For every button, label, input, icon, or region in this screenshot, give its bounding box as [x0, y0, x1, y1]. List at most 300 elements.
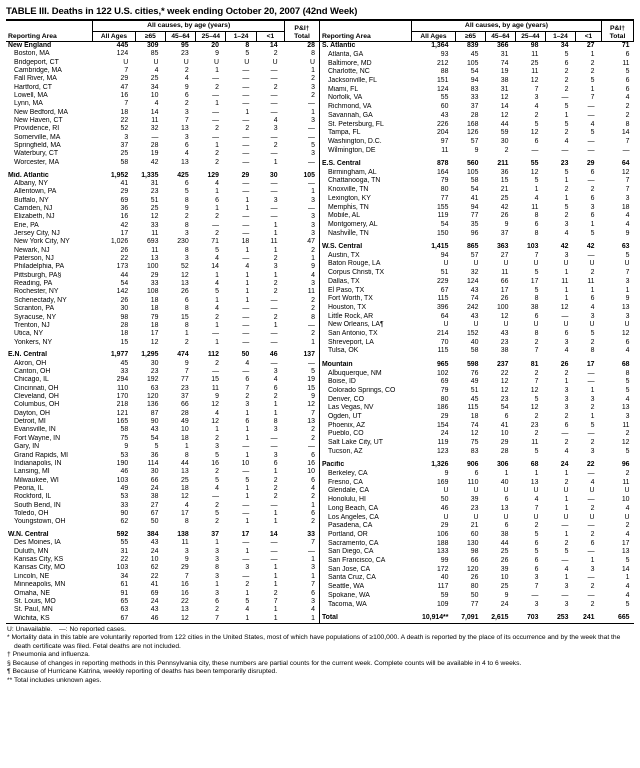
reporting-area-cell: St. Louis, MO: [14, 597, 56, 605]
value-cell: 2: [215, 606, 219, 614]
value-cell: 6: [590, 295, 595, 303]
value-cell: 11: [151, 117, 159, 125]
value-cell: 2: [564, 539, 569, 547]
reporting-area-cell: Scranton, PA: [14, 305, 55, 313]
value-cell: 14: [500, 103, 509, 111]
value-cell: 474: [177, 351, 189, 359]
value-cell: 1: [564, 111, 569, 119]
table-row: [6, 117, 319, 125]
table-row: [6, 288, 319, 296]
table-row: [6, 213, 319, 221]
value-cell: —: [587, 469, 595, 477]
value-cell: 2: [245, 125, 250, 133]
pi-total-cell: 3: [625, 413, 630, 421]
reporting-area-cell: Memphis, TN: [327, 203, 369, 211]
pi-total-cell: 3: [311, 280, 315, 288]
value-cell: 3: [215, 443, 219, 451]
value-cell: 8: [184, 321, 189, 329]
reporting-area-cell: Dayton, OH: [14, 409, 50, 417]
value-cell: 2: [215, 313, 219, 321]
value-cell: —: [242, 150, 250, 158]
value-cell: —: [587, 522, 595, 530]
table-row: [6, 42, 319, 51]
table-row: [319, 583, 633, 592]
footnote: † Pneumonia and influenza.: [7, 651, 90, 659]
value-cell: 10: [150, 556, 159, 564]
value-cell: 30: [500, 137, 509, 145]
value-cell: 9: [184, 556, 189, 564]
value-cell: 1,326: [431, 461, 449, 469]
value-cell: 3: [184, 230, 189, 238]
value-cell: 23: [500, 395, 509, 403]
value-cell: 67: [120, 614, 129, 622]
pi-total-cell: 71: [621, 42, 630, 50]
table-row: [319, 479, 633, 488]
table-row: [6, 418, 319, 426]
value-cell: 75: [470, 439, 479, 447]
table-row: [6, 142, 319, 150]
value-cell: 6: [184, 142, 189, 150]
pi-total-cell: 13: [621, 548, 630, 556]
value-cell: 11: [211, 384, 219, 392]
pi-total-cell: 1: [311, 108, 315, 116]
value-cell: 23: [530, 421, 539, 429]
value-cell: 115: [467, 404, 479, 412]
value-cell: 23: [150, 368, 159, 376]
value-cell: 34: [120, 572, 129, 580]
reporting-area-cell: St. Petersburg, FL: [327, 120, 384, 128]
value-cell: 1: [564, 469, 569, 477]
value-cell: 17: [120, 230, 129, 238]
value-cell: 5: [534, 177, 539, 185]
value-cell: 37: [211, 531, 219, 539]
value-cell: 2: [534, 338, 539, 346]
value-cell: 7: [124, 100, 129, 108]
value-cell: —: [242, 368, 250, 376]
reporting-area-cell: S. Atlantic: [321, 42, 356, 50]
value-cell: 25: [120, 150, 129, 158]
pi-total-cell: 68: [621, 360, 630, 368]
pi-total-cell: 4: [311, 484, 315, 492]
pi-total-cell: 18: [621, 203, 630, 211]
value-cell: —: [212, 75, 219, 83]
pi-total-cell: 3: [625, 277, 630, 285]
value-cell: 11: [531, 203, 539, 211]
value-cell: —: [587, 591, 595, 599]
value-cell: U: [563, 260, 569, 268]
value-cell: 1: [504, 469, 509, 477]
value-cell: 38: [150, 493, 159, 501]
table-row: [319, 600, 633, 609]
value-cell: 54: [150, 434, 159, 442]
value-cell: —: [270, 92, 278, 100]
value-cell: 7: [184, 368, 189, 376]
value-cell: 49: [470, 378, 479, 386]
value-cell: 8: [534, 212, 539, 220]
value-cell: 54: [120, 280, 129, 288]
value-cell: 6: [590, 539, 595, 547]
value-cell: 226: [436, 120, 449, 128]
value-cell: 59: [500, 129, 509, 137]
value-cell: 3: [273, 263, 278, 271]
value-cell: 7: [184, 117, 189, 125]
value-cell: 3: [215, 572, 219, 580]
reporting-area-cell: Trenton, NJ: [14, 321, 50, 329]
value-cell: 79: [150, 313, 159, 321]
value-cell: 4: [245, 606, 250, 614]
value-cell: 108: [146, 288, 159, 296]
value-cell: 115: [437, 347, 449, 355]
value-cell: 22: [120, 255, 129, 263]
value-cell: 13: [181, 125, 189, 133]
value-cell: U: [533, 321, 539, 329]
reporting-area-cell: Fort Worth, TX: [327, 295, 373, 303]
value-cell: 1,026: [110, 238, 129, 246]
value-cell: —: [212, 92, 219, 100]
value-cell: 1: [273, 518, 278, 526]
value-cell: 129: [207, 171, 219, 179]
reporting-area-cell: Mountain: [321, 360, 353, 368]
table-row: [319, 203, 633, 212]
reporting-area-cell: Glendale, CA: [327, 487, 369, 495]
value-cell: 5: [564, 120, 569, 128]
table-row: [6, 410, 319, 418]
value-cell: 214: [436, 330, 449, 338]
value-cell: 33: [120, 501, 129, 509]
reporting-area-cell: Tulsa, OK: [327, 347, 359, 355]
table-row: [6, 150, 319, 158]
value-cell: 29: [241, 171, 250, 179]
pi-total-cell: 2: [625, 522, 630, 530]
value-cell: 1: [273, 606, 278, 614]
value-cell: 5: [534, 395, 539, 403]
value-cell: 6: [273, 459, 278, 467]
table-row: [6, 351, 319, 359]
value-cell: 5: [215, 509, 219, 517]
value-cell: U: [473, 513, 479, 521]
value-cell: 9: [215, 50, 219, 58]
value-cell: 13: [181, 280, 189, 288]
value-cell: 22: [120, 556, 129, 564]
table-row: [6, 67, 319, 75]
value-cell: 93: [440, 50, 449, 58]
value-cell: 44: [181, 459, 189, 467]
value-cell: —: [587, 378, 595, 386]
value-cell: —: [270, 338, 278, 346]
pi-total-cell: 9: [625, 295, 630, 303]
value-cell: 38: [500, 347, 509, 355]
value-cell: 2: [564, 68, 569, 76]
value-cell: 21: [500, 186, 509, 194]
value-cell: 53: [120, 451, 129, 459]
value-cell: —: [587, 574, 595, 582]
value-cell: 33: [150, 221, 159, 229]
value-cell: 9: [215, 393, 219, 401]
value-cell: 12: [500, 378, 509, 386]
reporting-area-cell: San Jose, CA: [327, 565, 371, 573]
reporting-area-cell: Norfolk, VA: [327, 94, 363, 102]
value-cell: 8: [184, 196, 189, 204]
value-cell: 50: [440, 496, 449, 504]
table-row: [6, 548, 319, 556]
value-cell: 204: [436, 129, 449, 137]
reporting-area-cell: Los Angeles, CA: [327, 513, 379, 521]
value-cell: 124: [436, 85, 449, 93]
pi-total-cell: 105: [303, 171, 315, 179]
value-cell: 43: [470, 286, 479, 294]
pi-total-cell: 7: [625, 186, 630, 194]
reporting-area-cell: W.S. Central: [321, 243, 363, 251]
value-cell: 6: [590, 212, 595, 220]
value-cell: 2: [590, 504, 595, 512]
value-cell: 1: [590, 286, 595, 294]
reporting-area-cell: Mobile, AL: [327, 212, 361, 220]
value-cell: 1,952: [110, 171, 129, 179]
table-row: [319, 487, 633, 496]
value-cell: 1: [273, 572, 278, 580]
table-row: [6, 435, 319, 443]
value-cell: 1: [590, 220, 595, 228]
value-cell: 3: [124, 133, 129, 141]
reporting-area-cell: Chattanooga, TN: [327, 177, 381, 185]
value-cell: 598: [466, 360, 479, 368]
value-cell: —: [587, 496, 595, 504]
table-row: [6, 263, 319, 271]
value-cell: 11: [151, 246, 159, 254]
value-cell: 26: [560, 360, 569, 368]
value-cell: 4: [590, 120, 595, 128]
value-cell: 18: [150, 305, 159, 313]
value-cell: 1: [215, 338, 219, 346]
value-cell: 36: [120, 205, 129, 213]
value-cell: 10: [500, 574, 509, 582]
value-cell: 65: [120, 597, 129, 605]
value-cell: 2: [273, 393, 278, 401]
value-cell: 3: [564, 583, 569, 591]
reporting-area-cell: Milwaukee, WI: [14, 476, 59, 484]
value-cell: 50: [241, 351, 250, 359]
value-cell: 35: [470, 220, 479, 228]
value-cell: 2: [564, 186, 569, 194]
value-cell: 1: [245, 288, 250, 296]
age-col-header: 1–24: [226, 31, 256, 42]
value-cell: 5: [564, 203, 569, 211]
value-cell: 41: [500, 421, 509, 429]
table-row: [6, 368, 319, 376]
value-cell: 123: [436, 447, 449, 455]
value-cell: 10,914**: [421, 614, 449, 622]
reporting-area-cell: Columbus, OH: [14, 401, 60, 409]
age-col-header: 45–64: [485, 31, 515, 42]
value-cell: 218: [116, 401, 129, 409]
value-cell: 4: [564, 229, 569, 237]
age-col-header: 1–24: [545, 31, 575, 42]
value-cell: 58: [120, 426, 129, 434]
value-cell: 1: [245, 518, 250, 526]
age-col-header: ≥65: [455, 31, 485, 42]
value-cell: —: [242, 100, 250, 108]
value-cell: 3: [215, 556, 219, 564]
value-cell: 12: [211, 401, 219, 409]
table-row: [6, 50, 319, 58]
value-cell: 87: [150, 409, 159, 417]
value-cell: 1: [245, 434, 250, 442]
value-cell: —: [242, 572, 250, 580]
reporting-area-cell: Reading, PA: [14, 280, 53, 288]
table-row: [319, 94, 633, 103]
value-cell: 1: [564, 269, 569, 277]
value-cell: 1: [215, 426, 219, 434]
value-cell: 41: [120, 180, 129, 187]
value-cell: 54: [470, 68, 479, 76]
reporting-area-cell: Indianapolis, IN: [14, 459, 62, 467]
value-cell: 1: [273, 246, 278, 254]
value-cell: 74: [470, 421, 479, 429]
value-cell: 5: [590, 229, 595, 237]
table-row: [6, 247, 319, 255]
value-cell: 3: [184, 133, 189, 141]
value-cell: 77: [470, 600, 479, 608]
value-cell: 103: [526, 243, 539, 251]
value-cell: 7: [215, 614, 219, 622]
value-cell: 17: [150, 330, 159, 338]
value-cell: 396: [436, 303, 449, 311]
pi-total-cell: 4: [625, 220, 630, 228]
pi-total-cell: 6: [311, 589, 315, 597]
value-cell: 155: [436, 203, 449, 211]
pi-total-cell: 96: [621, 461, 630, 469]
reporting-area-cell: Jacksonville, FL: [327, 77, 377, 84]
value-cell: 150: [436, 229, 449, 237]
value-cell: 1: [590, 557, 595, 565]
table-row: [6, 280, 319, 288]
value-cell: 1: [245, 409, 250, 417]
table-row: [319, 422, 633, 431]
value-cell: 7: [590, 94, 595, 102]
value-cell: 3: [564, 251, 569, 259]
table-row: [319, 229, 633, 238]
value-cell: 10: [150, 92, 159, 100]
pi-total-cell: 2: [625, 430, 630, 438]
value-cell: 44: [500, 120, 509, 128]
reporting-area-cell: Austin, TX: [327, 251, 360, 259]
value-cell: 1: [245, 484, 250, 492]
value-cell: —: [242, 509, 250, 517]
value-cell: U: [473, 487, 479, 495]
value-cell: 9: [444, 469, 449, 477]
value-cell: 30: [150, 468, 159, 476]
pi-total-cell: 6: [311, 476, 315, 484]
pi-total-cell: —: [308, 321, 315, 329]
value-cell: 26: [500, 212, 509, 220]
value-cell: 1: [564, 530, 569, 538]
value-cell: U: [503, 260, 509, 268]
value-cell: 38: [500, 530, 509, 538]
pi-total-cell: 2: [311, 296, 315, 304]
value-cell: 50: [150, 518, 159, 526]
value-cell: 2: [273, 493, 278, 501]
value-cell: 3: [534, 600, 539, 608]
value-cell: 75: [120, 434, 129, 442]
value-cell: 61: [120, 581, 129, 589]
value-cell: 105: [466, 168, 479, 176]
value-cell: 24: [440, 430, 449, 438]
pi-total-cell: 7: [625, 269, 630, 277]
value-cell: 37: [120, 142, 129, 150]
reporting-area-cell: San Francisco, CA: [327, 557, 386, 565]
pi-total-cell: 2: [311, 426, 315, 434]
value-cell: 1,335: [141, 171, 159, 179]
table-row: [6, 59, 319, 67]
value-cell: 25: [500, 194, 509, 202]
pi-total-cell: 11: [307, 288, 315, 296]
table-row: [319, 186, 633, 195]
value-cell: —: [242, 330, 250, 338]
value-cell: 28: [120, 321, 129, 329]
reporting-area-cell: Cincinnati, OH: [14, 384, 59, 392]
value-cell: 43: [440, 111, 449, 119]
table-row: [319, 51, 633, 60]
reporting-area-cell: Providence, RI: [14, 125, 60, 133]
value-cell: 1: [245, 426, 250, 434]
value-cell: 18: [470, 413, 479, 421]
table-row: [319, 260, 633, 269]
value-cell: 4: [564, 565, 569, 573]
value-cell: 2: [590, 59, 595, 67]
pi-total-cell: 12: [621, 330, 630, 338]
reporting-area-cell: Pueblo, CO: [327, 430, 364, 438]
value-cell: 11: [587, 277, 595, 285]
value-cell: 12: [530, 404, 539, 412]
table-title: TABLE III. Deaths in 122 U.S. cities,* week ending October 20, 2007 (42nd Week): [6, 6, 358, 17]
value-cell: —: [242, 305, 250, 313]
value-cell: 5: [564, 168, 569, 176]
value-cell: 1: [564, 286, 569, 294]
value-cell: 58: [120, 158, 129, 166]
value-cell: 2: [215, 83, 219, 91]
value-cell: U: [533, 487, 539, 495]
pi-total-cell: 8: [311, 313, 315, 321]
table-row: [6, 531, 319, 539]
value-cell: 3: [184, 108, 189, 116]
value-cell: 12: [150, 338, 159, 346]
value-cell: 173: [116, 263, 129, 271]
reporting-area-cell: Hartford, CT: [14, 83, 52, 91]
value-cell: 55: [440, 94, 449, 102]
value-cell: 1,415: [431, 243, 449, 251]
reporting-area-cell: New Bedford, MA: [14, 108, 68, 116]
reporting-area-cell: Las Vegas, NV: [327, 404, 374, 412]
value-cell: —: [587, 430, 595, 438]
value-cell: 15: [120, 338, 129, 346]
value-cell: 2: [184, 213, 189, 221]
value-cell: 38: [530, 303, 539, 311]
footnote: § Because of changes in reporting methods in this Pennsylvania city, these numbers are partial counts for the current week. Complete counts will be available in 4 to 6 weeks.: [7, 659, 522, 667]
value-cell: 37: [500, 229, 509, 237]
value-cell: 29: [120, 188, 129, 196]
value-cell: U: [213, 58, 219, 66]
reporting-area-cell: Waterbury, CT: [14, 150, 59, 158]
value-cell: 67: [440, 286, 449, 294]
reporting-area-cell: Philadelphia, PA: [14, 263, 65, 271]
value-cell: 47: [120, 83, 129, 91]
pi-total-cell: 11: [622, 478, 630, 486]
value-cell: 40: [440, 574, 449, 582]
table-row: [319, 86, 633, 95]
value-cell: 5: [184, 188, 189, 196]
value-cell: 77: [440, 194, 449, 202]
value-cell: 294: [116, 376, 129, 384]
